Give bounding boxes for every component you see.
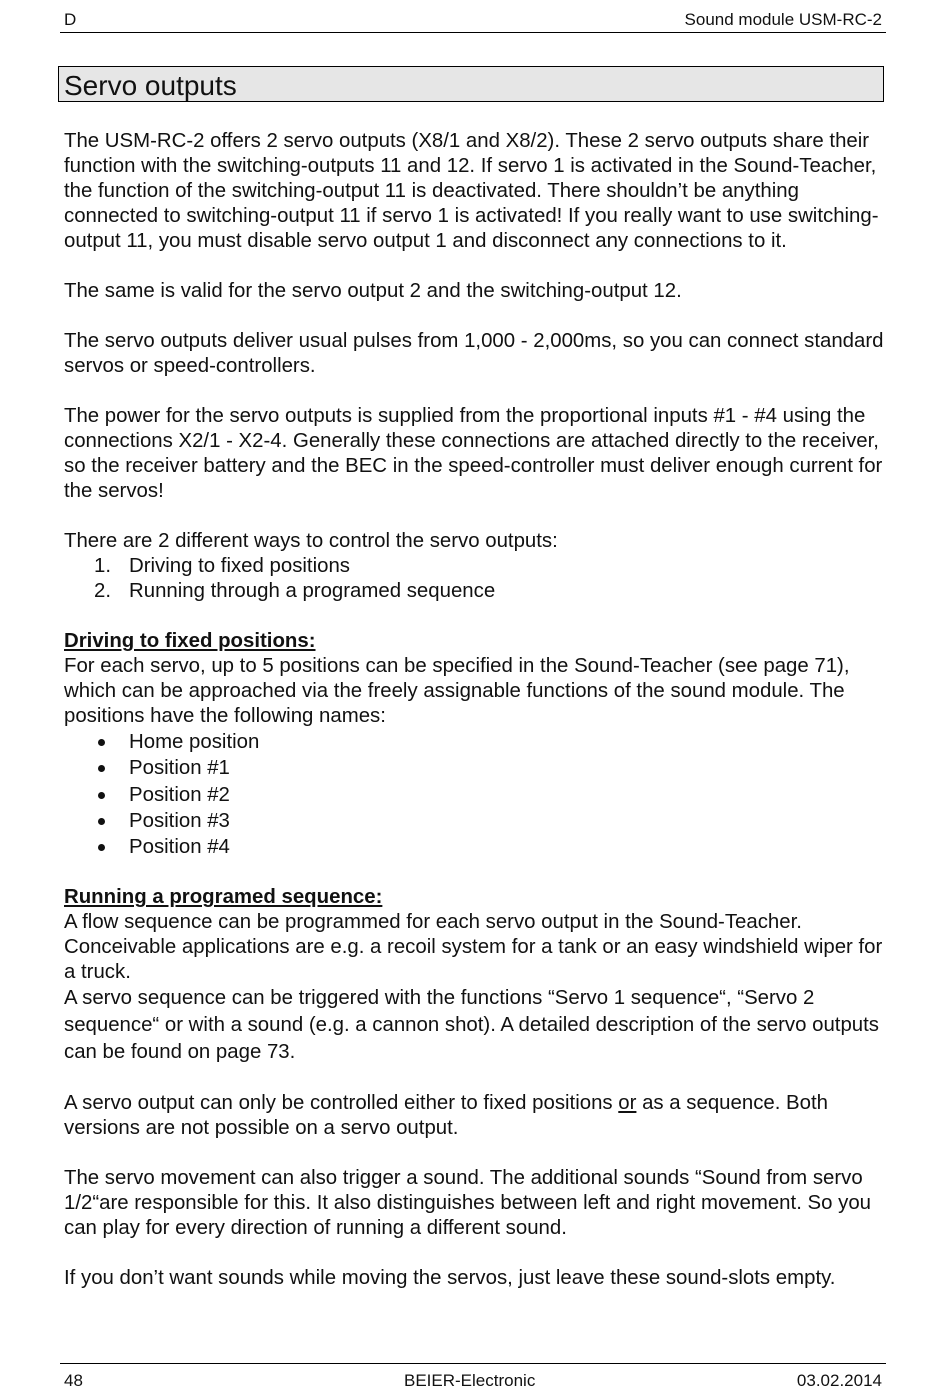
footer-company: BEIER-Electronic [404, 1371, 536, 1390]
list-item: Position #1 [64, 755, 894, 781]
empty-slots-paragraph: If you don’t want sounds while moving the servos, just leave these sound-slots empty. [64, 1267, 836, 1290]
section-title-box [58, 66, 884, 102]
list-item: Position #3 [64, 808, 894, 834]
sound-paragraph: The servo movement can also trigger a sound. The additional sounds “Sound from servo 1/2“are responsible for this. It also distinguishes between left and right movement. So you can play for every direction of running a different sound. [64, 1167, 872, 1240]
intro-paragraph: The USM-RC-2 offers 2 servo outputs (X8/1 and X8/2). These 2 servo outputs share their function with the switching-outputs 11 and 12. If servo 1 is activated in the Sound-Teacher, the function of the switching-output 11 is deactivated. There shouldn’t be anything connected to switching-output 11 if servo 1 is activated! If you really want to use switching-output 11, you must disable servo output 1 and disconnect any connections to it. [64, 130, 879, 252]
page-header [60, 8, 886, 33]
header-language: D [64, 10, 77, 29]
section-title: Servo outputs [64, 70, 237, 101]
page-content [64, 129, 894, 1291]
ways-list [64, 554, 894, 604]
bullet-icon [98, 818, 105, 825]
sequence-heading: Running a programed sequence: [64, 886, 383, 909]
list-item: Position #4 [64, 834, 894, 860]
bullet-icon [98, 765, 105, 772]
bullet-icon [98, 739, 105, 746]
list-item: Position #2 [64, 782, 894, 808]
list-item: Home position [64, 729, 894, 755]
pulses-paragraph: The servo outputs deliver usual pulses from 1,000 - 2,000ms, so you can connect standard servos or speed-controllers. [64, 330, 884, 377]
bullet-icon [98, 844, 105, 851]
footer-date: 03.02.2014 [796, 1371, 882, 1390]
sequence-text-1: A flow sequence can be programmed for each servo output in the Sound-Teacher. Conceivable applications are e.g. a recoil system for a tank or an easy windshield wiper for a truck. [64, 911, 883, 984]
fixed-positions-heading: Driving to fixed positions: [64, 630, 316, 652]
positions-list [64, 729, 894, 860]
header-document-title: Sound module USM-RC-2 [684, 10, 882, 29]
list-item: 1. Driving to fixed positions [94, 555, 351, 577]
ways-intro: There are 2 different ways to control the servo outputs: [64, 530, 558, 552]
page-number: 48 [64, 1371, 83, 1390]
servo2-paragraph: The same is valid for the servo output 2 and the switching-output 12. [64, 280, 682, 302]
either-paragraph: A servo output can only be controlled either to fixed positions or as a sequence. Both versions are not possible on a servo output. [64, 1092, 829, 1140]
fixed-positions-text: For each servo, up to 5 positions can be specified in the Sound-Teacher (see page 71), which can be approached via the freely assignable functions of the sound module. The positions have the following names: [64, 655, 850, 727]
sequence-text-2: A servo sequence can be triggered with the functions “Servo 1 sequence“, “Servo 2 sequence“ or with a sound (e.g. a cannon shot). A detailed description of the servo outputs can be found on page 73. [64, 987, 880, 1064]
page-footer [60, 1363, 886, 1394]
power-paragraph: The power for the servo outputs is supplied from the proportional inputs #1 - #4 using the connections X2/1 - X2-4. Generally these connections are attached directly to the receiver, so the receiver battery and the BEC in the speed-controller must deliver enough current for the servos! [64, 405, 883, 502]
list-item: 2. Running through a programed sequence [94, 580, 496, 602]
bullet-icon [98, 792, 105, 799]
